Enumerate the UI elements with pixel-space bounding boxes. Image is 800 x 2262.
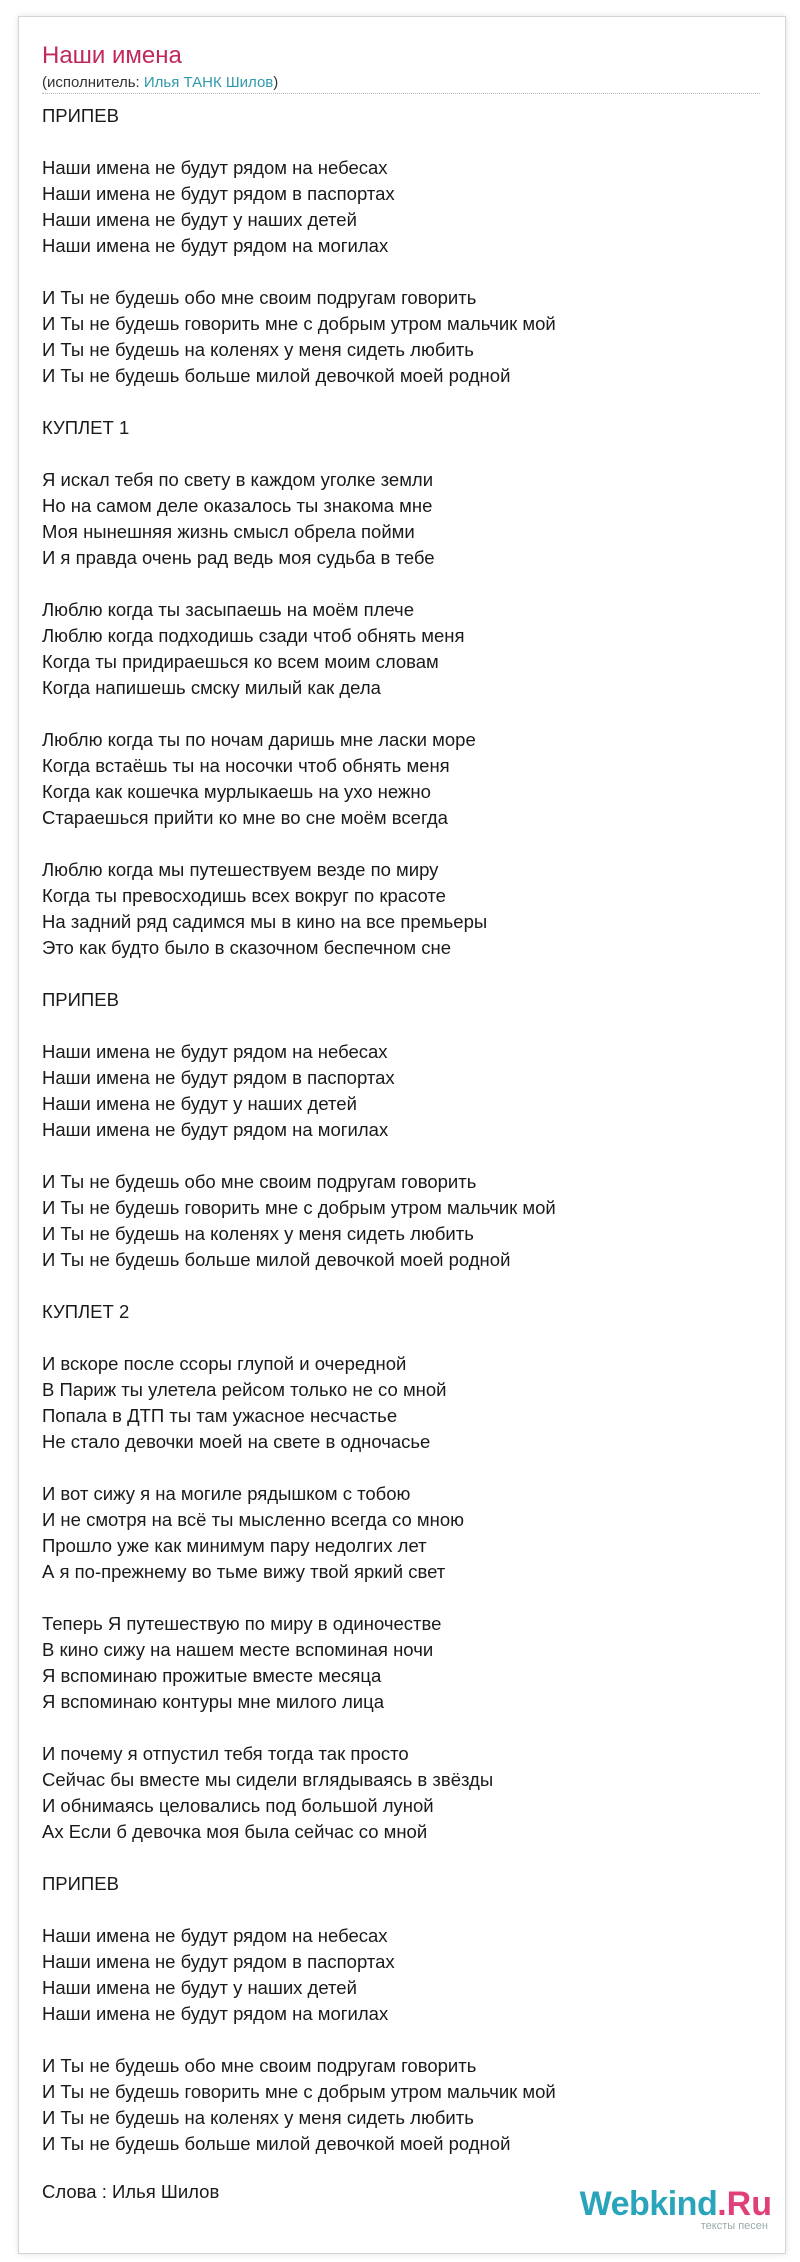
lyric-line: Люблю когда ты по ночам даришь мне ласки море [42,729,476,750]
artist-link[interactable]: Илья ТАНК Шилов [143,74,274,91]
logo-main-text: Webkind [579,2185,718,2223]
stanza-break [42,1325,742,1351]
logo-tld-text: .Ru [717,2185,772,2223]
stanza-break [42,129,742,155]
song-title: Наши имена [42,42,182,69]
lyrics-block [42,103,742,2157]
lyric-line: В Париж ты улетела рейсом только не со мной [42,1379,447,1400]
lyric-line: А я по-прежнему во тьме вижу твой яркий свет [42,1561,446,1582]
lyric-line: На задний ряд садимся мы в кино на все премьеры [42,911,488,932]
lyric-line: Я вспоминаю прожитые вместе месяца [42,1665,382,1686]
lyric-line: Наши имена не будут рядом на могилах [42,2003,389,2024]
stanza-break [42,1715,742,1741]
lyric-line: КУПЛЕТ 2 [42,1301,130,1322]
stanza-break [42,1585,742,1611]
lyric-line: Наши имена не будут рядом на небесах [42,1041,388,1062]
lyric-line: Я искал тебя по свету в каждом уголке земли [42,469,434,490]
lyric-line: Наши имена не будут рядом на небесах [42,1925,388,1946]
lyric-line: Теперь Я путешествую по миру в одиночестве [42,1613,442,1634]
lyric-line: И вскоре после ссоры глупой и очередной [42,1353,407,1374]
lyric-line: Наши имена не будут рядом в паспортах [42,1951,395,1972]
lyric-line: Наши имена не будут у наших детей [42,1093,357,1114]
lyric-line: И вот сижу я на могиле рядышком с тобою [42,1483,411,1504]
lyric-line: Люблю когда ты засыпаешь на моём плече [42,599,414,620]
lyric-line: Наши имена не будут у наших детей [42,1977,357,1998]
lyric-line: Моя нынешняя жизнь смысл обрела пойми [42,521,415,542]
lyric-line: Наши имена не будут рядом на небесах [42,157,388,178]
lyric-line: ПРИПЕВ [42,105,119,126]
lyric-line: И обнимаясь целовались под большой луной [42,1795,434,1816]
lyric-line: И Ты не будешь на коленях у меня сидеть любить [42,2107,474,2128]
lyric-line: Наши имена не будут у наших детей [42,209,357,230]
stanza-break [42,1013,742,1039]
stanza-break [42,259,742,285]
words-credit: Слова : Илья Шилов [42,2181,220,2202]
lyric-line: Люблю когда подходишь сзади чтоб обнять меня [42,625,465,646]
lyric-line: Когда ты превосходишь всех вокруг по красоте [42,885,446,906]
logo-subtitle: тексты песен [700,2220,768,2232]
stanza-break [42,701,742,727]
lyric-line: Наши имена не будут рядом на могилах [42,235,389,256]
lyric-line: И Ты не будешь больше милой девочкой моей родной [42,2133,511,2154]
lyric-line: И Ты не будешь на коленях у меня сидеть любить [42,339,474,360]
lyric-line: И Ты не будешь на коленях у меня сидеть любить [42,1223,474,1244]
lyric-line: И Ты не будешь говорить мне с добрым утром мальчик мой [42,313,556,334]
lyric-line: И Ты не будешь больше милой девочкой моей родной [42,365,511,386]
lyric-line: В кино сижу на нашем месте вспоминая ночи [42,1639,434,1660]
lyric-line: И Ты не будешь обо мне своим подругам говорить [42,287,477,308]
lyric-line: Я вспоминаю контуры мне милого лица [42,1691,384,1712]
site-logo[interactable] [580,2185,772,2232]
lyric-line: Это как будто было в сказочном беспечном сне [42,937,451,958]
lyric-line: Когда как кошечка мурлыкаешь на ухо нежно [42,781,431,802]
stanza-break [42,1845,742,1871]
lyric-line: Люблю когда мы путешествуем везде по миру [42,859,439,880]
stanza-break [42,571,742,597]
lyric-line: И Ты не будешь говорить мне с добрым утром мальчик мой [42,2081,556,2102]
stanza-break [42,831,742,857]
lyric-line: И не смотря на всё ты мысленно всегда со мною [42,1509,464,1530]
lyric-line: Ах Если б девочка моя была сейчас со мной [42,1821,428,1842]
lyric-line: Наши имена не будут рядом в паспортах [42,183,395,204]
stanza-break [42,961,742,987]
stanza-break [42,389,742,415]
artist-prefix: (исполнитель: [42,74,144,91]
lyric-line: Когда встаёшь ты на носочки чтоб обнять меня [42,755,450,776]
lyric-line: И Ты не будешь обо мне своим подругам говорить [42,2055,477,2076]
lyric-line: Стараешься прийти ко мне во сне моём всегда [42,807,448,828]
lyric-line: Но на самом деле оказалось ты знакома мне [42,495,433,516]
stanza-break [42,441,742,467]
stanza-break [42,1273,742,1299]
lyric-line: И Ты не будешь больше милой девочкой моей родной [42,1249,511,1270]
lyric-line: Наши имена не будут рядом в паспортах [42,1067,395,1088]
lyric-line: КУПЛЕТ 1 [42,417,130,438]
lyric-line: Наши имена не будут рядом на могилах [42,1119,389,1140]
lyric-line: Когда напишешь смску милый как дела [42,677,381,698]
artist-suffix: ) [273,74,279,91]
stanza-break [42,1897,742,1923]
lyric-line: И Ты не будешь говорить мне с добрым утром мальчик мой [42,1197,556,1218]
lyric-line: ПРИПЕВ [42,989,119,1010]
lyric-line: И почему я отпустил тебя тогда так просто [42,1743,409,1764]
stanza-break [42,2027,742,2053]
lyric-line: Попала в ДТП ты там ужасное несчастье [42,1405,398,1426]
lyric-line: Не стало девочки моей на свете в одночасье [42,1431,431,1452]
lyric-line: Прошло уже как минимум пару недолгих лет [42,1535,427,1556]
stanza-break [42,1455,742,1481]
lyric-line: И Ты не будешь обо мне своим подругам говорить [42,1171,477,1192]
lyric-line: И я правда очень рад ведь моя судьба в тебе [42,547,435,568]
lyric-line: Когда ты придираешься ко всем моим словам [42,651,439,672]
lyric-line: ПРИПЕВ [42,1873,119,1894]
artist-line [42,74,278,91]
lyric-line: Сейчас бы вместе мы сидели вглядываясь в звёзды [42,1769,494,1790]
stanza-break [42,1143,742,1169]
header-divider [42,93,760,94]
